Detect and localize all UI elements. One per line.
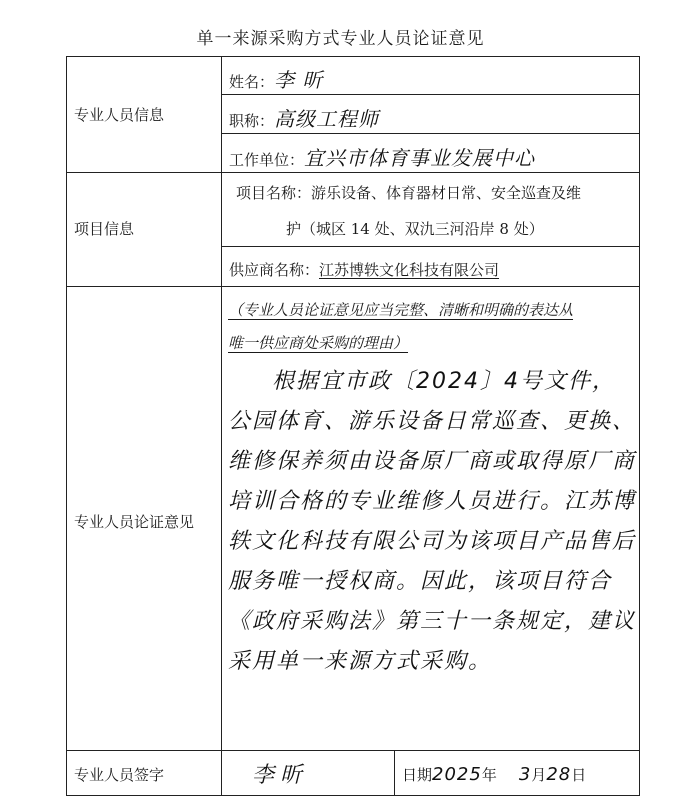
border-right: [639, 56, 640, 796]
name-row: [229, 64, 323, 93]
date-day: 28: [546, 764, 572, 785]
unit-label: 工作单位：: [229, 151, 305, 169]
signature-value: 李昕: [252, 763, 309, 788]
date-day-suffix: 日: [571, 766, 587, 784]
project-info-label: 项目信息: [74, 220, 135, 238]
notice-line2: 唯一供应商处采购的理由）: [228, 334, 409, 352]
project-name-line2: 护（城区 14 处、双氿三河沿岸 8 处）: [286, 220, 544, 238]
supplier-label: 供应商名称：: [229, 261, 320, 279]
date-year-suffix: 年: [481, 766, 497, 784]
row-divider-project: [221, 246, 640, 247]
page-title: 单一来源采购方式专业人员论证意见: [196, 29, 485, 49]
date-row: [402, 764, 586, 785]
border-top: [66, 56, 640, 57]
expert-info-label: 专业人员信息: [74, 106, 165, 124]
notice-line1: （专业人员论证意见应当完整、清晰和明确的表达从: [228, 301, 574, 319]
name-value: 李 昕: [274, 68, 324, 92]
section-divider-3: [66, 750, 640, 751]
unit-row: [229, 142, 535, 171]
row-divider-name: [221, 94, 640, 95]
date-month-suffix: 月: [531, 766, 547, 784]
signature-divider: [394, 750, 395, 796]
border-bottom: [66, 795, 640, 796]
date-month: 3: [518, 764, 532, 785]
supplier-value: 江苏博轶文化科技有限公司: [319, 261, 500, 279]
supplier-row: [229, 259, 499, 280]
review-form: [66, 56, 640, 796]
opinion-notice: [228, 294, 634, 360]
date-year: 2025: [432, 764, 482, 785]
title-row: [229, 103, 379, 132]
column-divider: [221, 56, 222, 796]
border-left: [66, 56, 67, 796]
section-divider-2: [66, 286, 640, 287]
name-label: 姓名：: [229, 73, 275, 91]
row-divider-title: [221, 133, 640, 134]
title-label: 职称：: [229, 112, 275, 130]
date-label: 日期: [402, 766, 433, 784]
project-name-line1: 项目名称：游乐设备、体育器材日常、安全巡查及维: [236, 184, 582, 202]
section-divider-1: [66, 172, 640, 173]
unit-value: 宜兴市体育事业发展中心: [304, 146, 536, 170]
signature-label: 专业人员签字: [74, 766, 165, 784]
opinion-label: 专业人员论证意见: [74, 513, 195, 531]
title-value: 高级工程师: [274, 107, 380, 131]
handwritten-opinion: 根据宜市政〔2024〕4号文件，公园体育、游乐设备日常巡查、更换、维修保养须由设备原厂商或取得原厂商培训合格的专业维修人员进行。江苏博轶文化科技有限公司为该项目产品售后服务唯一授权商。因此，该项目符合《政府采购法》第三十一条规定，建议采用单一来源方式采购。: [228, 369, 637, 674]
